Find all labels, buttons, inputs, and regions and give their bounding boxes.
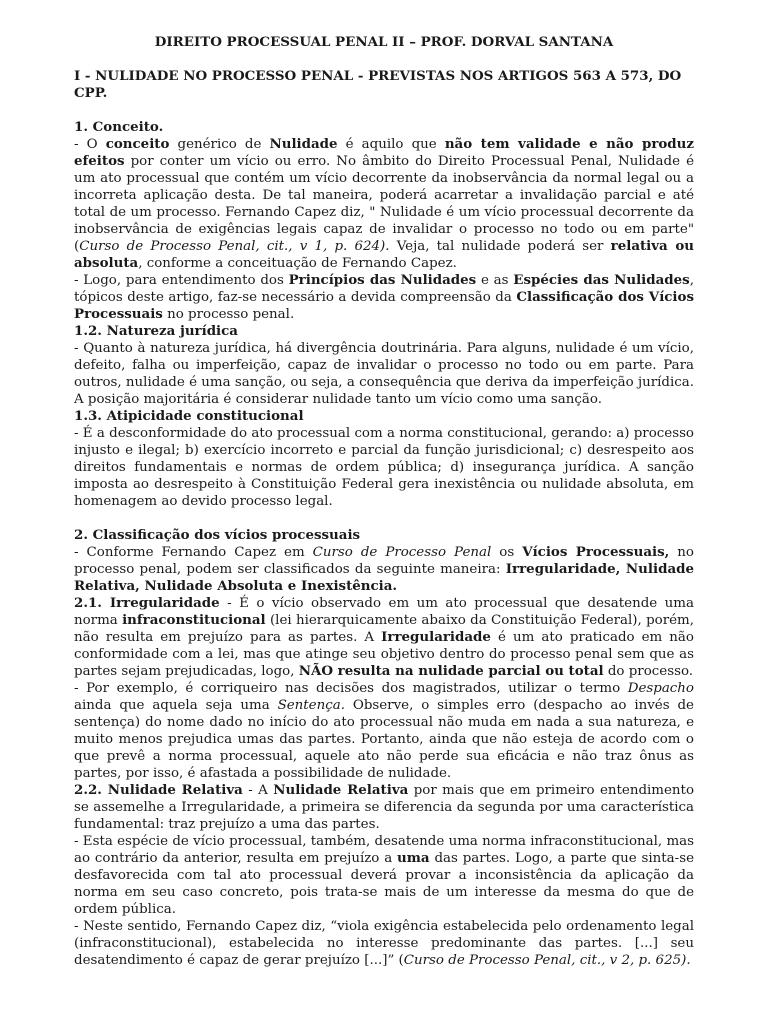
- section-1-title: 1. Conceito.: [74, 119, 164, 135]
- chapter-heading: I - NULIDADE NO PROCESSO PENAL - PREVISTAS NOS ARTIGOS 563 A 573, DO CPP.: [74, 68, 682, 101]
- section-2-2-paragraph-1: 2.2. Nulidade Relativa - A Nulidade Relativa por mais que em primeiro entendimento se assemelhe a Irregularidade, a primeira se diferencia da segunda por uma característica fundamental: traz prejuízo a uma das partes.: [74, 782, 695, 832]
- section-1-3-title: 1.3. Atipicidade constitucional: [74, 408, 304, 424]
- section-2-2-paragraph-2: - Esta espécie de vício processual, também, desatende uma norma infraconstitucional, mas ao contrário da anterior, resulta em prejuízo a uma das partes. Logo, a parte que sinta-se desfavorecida com tal ato processual deverá provar a inconsistência da aplicação da norma em seu caso concreto, pois trata-se mais de um interesse da mesma do que de ordem pública.: [74, 834, 694, 917]
- section-1-2-title: 1.2. Natureza jurídica: [74, 323, 238, 339]
- section-2-1-paragraph-1: 2.1. Irregularidade - É o vício observado em um ato processual que desatende uma norma infraconstitucional (lei hierarquicamente abaixo da Constituição Federal), porém, não resulta em prejuízo para as partes. A Irregularidade é um ato praticado em não conformidade com a lei, mas que atinge seu objetivo dentro do processo penal sem que as partes sejam prejudicadas, logo, NÃO resulta na nulidade parcial ou total do processo.: [74, 595, 694, 679]
- section-1-paragraph-1: - O conceito genérico de Nulidade é aquilo que não tem validade e não produz efeitos por conter um vício ou erro. No âmbito do Direito Processual Penal, Nulidade é um ato processual que contém um vício decorrente da inobservância da normal legal ou a incorreta aplicação desta. De tal maneira, poderá acarretar a invalidação parcial e até total de um processo. Fernando Capez diz, " Nulidade é um vício processual decorrente da inobservância de exigências legais capaz de invalidar o processo no todo ou em parte" (Curso de Processo Penal, cit., v 1, p. 624). Veja, tal nulidade poderá ser relativa ou absoluta, conforme a conceituação de Fernando Capez.: [74, 136, 695, 271]
- section-2-paragraph: - Conforme Fernando Capez em Curso de Processo Penal os Vícios Processuais, no processo penal, podem ser classificados da seguinte maneira: Irregularidade, Nulidade Relativa, Nulidade Absoluta e Inexistência.: [74, 544, 695, 594]
- section-2-title: 2. Classificação dos vícios processuais: [74, 527, 361, 543]
- section-1-2-paragraph: - Quanto à natureza jurídica, há divergência doutrinária. Para alguns, nulidade é um vício, defeito, falha ou imperfeição, capaz de invalidar o processo no todo ou em parte. Para outros, nulidade é uma sanção, ou seja, a consequência que deriva da imperfeição jurídica. A posição majoritária é considerar nulidade tanto um vício como uma sanção.: [74, 341, 694, 407]
- blank-line: [74, 510, 694, 527]
- section-1-3-paragraph: - É a desconformidade do ato processual com a norma constitucional, gerando: a) processo injusto e ilegal; b) exercício incorreto e parcial da função jurisdicional; c) desrespeito aos direitos fundamentais e normas de ordem pública; d) insegurança jurídica. A sanção imposta ao desrespeito à Constituição Federal gera inexistência ou nulidade absoluta, em homenagem ao devido processo legal.: [74, 426, 694, 509]
- document-title: DIREITO PROCESSUAL PENAL II – PROF. DORVAL SANTANA: [154, 34, 614, 50]
- section-2-1-paragraph-2: - Por exemplo, é corriqueiro nas decisões dos magistrados, utilizar o termo Despacho ainda que aquela seja uma Sentença. Observe, o simples erro (despacho ao invés de sentença) do nome dado no início do ato processual não muda em nada a sua natureza, e muito menos prejudica umas das partes. Portanto, ainda que não esteja de acordo com o que prevê a norma processual, aquele ato não perde sua eficácia e não traz ônus as partes, por isso, é afastada a possibilidade de nulidade.: [74, 681, 694, 781]
- section-2-2-paragraph-3: - Neste sentido, Fernando Capez diz, “viola exigência estabelecida pelo ordenamento legal (infraconstitucional), estabelecida no interesse predominante das partes. [...] seu desatendimento é capaz de gerar prejuízo [...]” (Curso de Processo Penal, cit., v 2, p. 625).: [74, 919, 694, 968]
- section-1-paragraph-2: - Logo, para entendimento dos Princípios das Nulidades e as Espécies das Nulidades, tópicos deste artigo, faz-se necessário a devida compreensão da Classificação dos Vícios Processuais no processo penal.: [74, 272, 694, 322]
